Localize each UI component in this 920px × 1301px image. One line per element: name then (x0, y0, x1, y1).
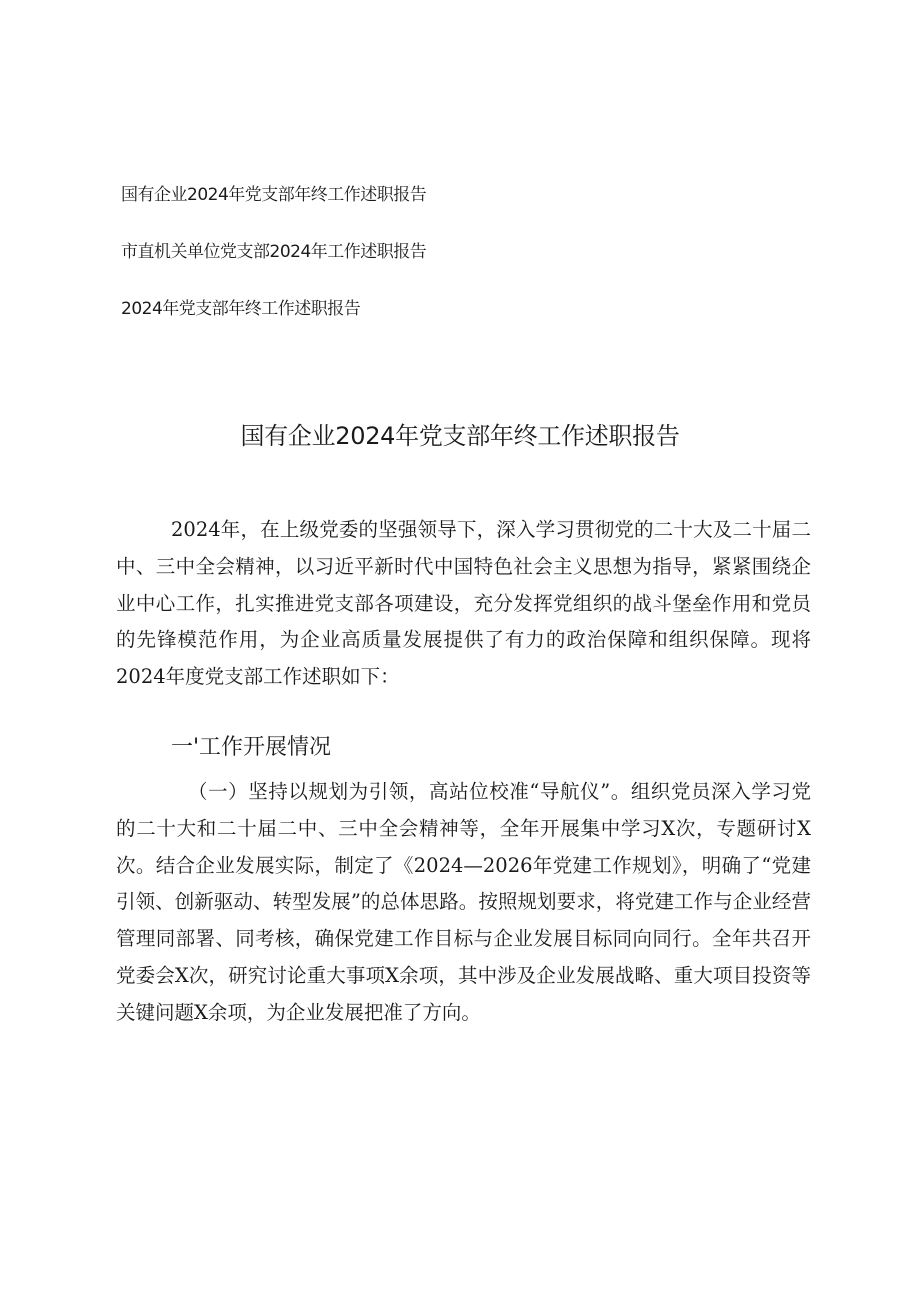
section-heading: 一'工作开展情况 (171, 735, 332, 760)
intro-paragraph: 2024年，在上级党委的坚强领导下，深入学习贯彻党的二十大及二十届二中、三中全会精神，以习近平新时代中国特色社会主义思想为指导，紧紧围绕企业中心工作，扎实推进党支部各项建设，充分发挥党组织的战斗堡垒作用和党员的先锋模范作用，为企业高质量发展提供了有力的政治保障和组织保障。现将2024年度党支部工作述职如下： (116, 518, 811, 689)
document-title: 国有企业2024年党支部年终工作述职报告 (240, 422, 680, 450)
toc-item-3: 2024年党支部年终工作述职报告 (121, 299, 361, 319)
table-of-contents (121, 178, 721, 349)
toc-item-1: 国有企业2024年党支部年终工作述职报告 (121, 185, 427, 205)
toc-item-2: 市直机关单位党支部2024年工作述职报告 (121, 242, 427, 262)
section-paragraph: （一）坚持以规划为引领，高站位校准“导航仪”。组织党员深入学习党的二十大和二十届二中、三中全会精神等，全年开展集中学习X次，专题研讨X次。结合企业发展实际，制定了《2024—2026年党建工作规划》，明确了“党建引领、创新驱动、转型发展”的总体思路。按照规划要求，将党建工作与企业经营管理同部署、同考核，确保党建工作目标与企业发展目标同向同行。全年共召开党委会X次，研究讨论重大事项X余项，其中涉及企业发展战略、重大项目投资等关键问题X余项，为企业发展把准了方向。 (116, 780, 811, 1024)
